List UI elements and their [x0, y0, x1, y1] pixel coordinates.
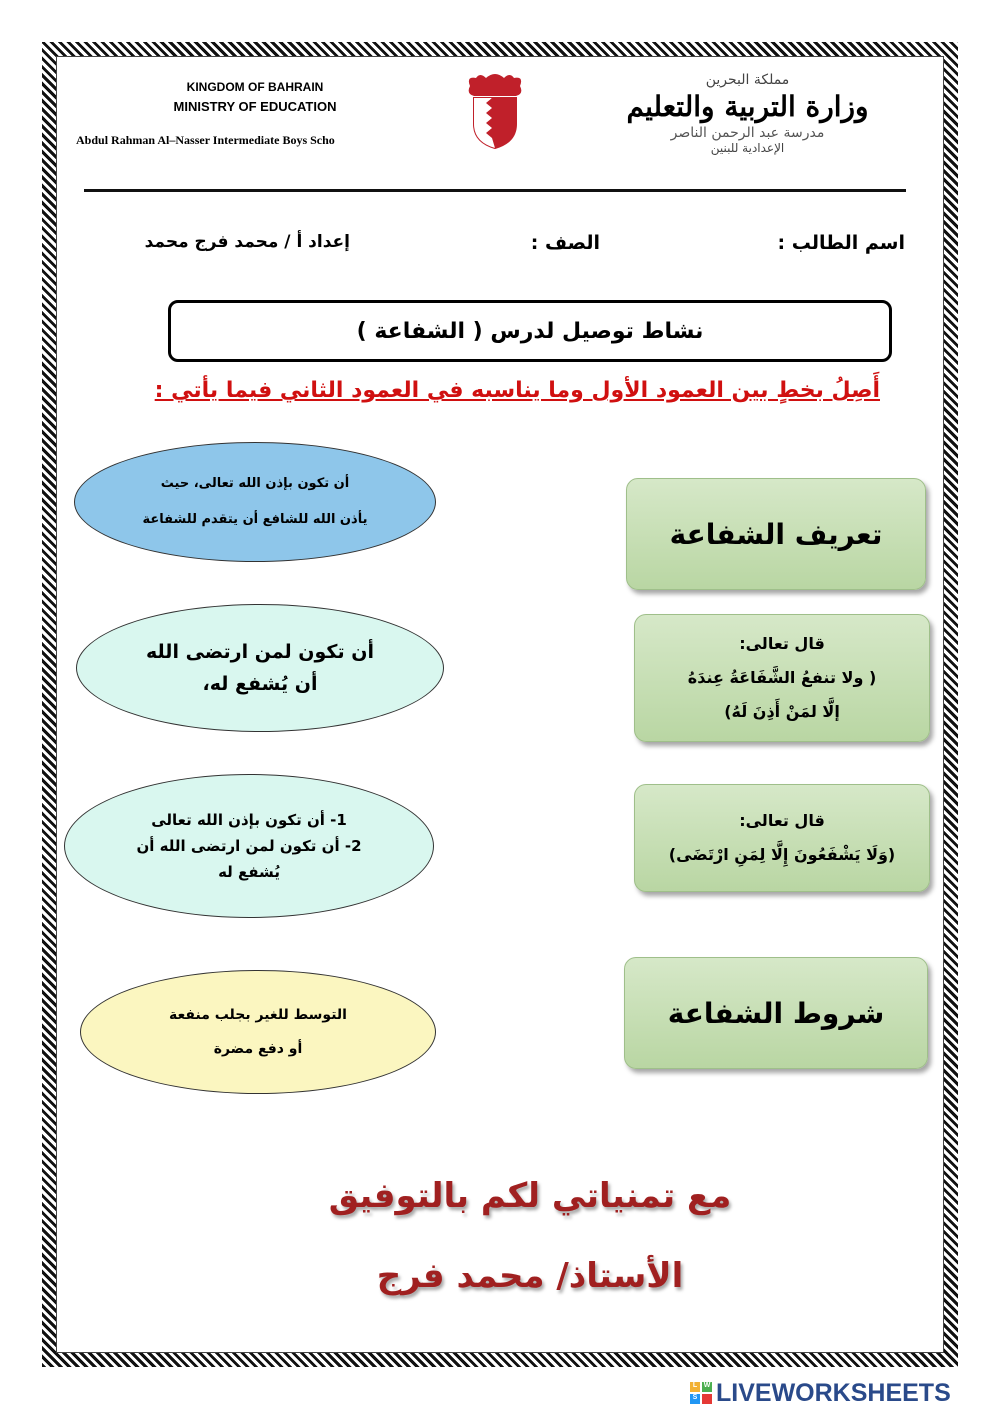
footer-wishes: مع تمنياتي لكم بالتوفيق: [328, 1176, 732, 1216]
kingdom-label: KINGDOM OF BAHRAIN: [186, 80, 324, 94]
school-name-english: Abdul Rahman Al–Nasser Intermediate Boys Scho: [76, 133, 335, 147]
oval-1-line2: يأذن الله للشافع أن يتقدم للشفاعة: [142, 512, 368, 527]
school-arabic-sub: الإعدادية للبنين: [710, 141, 785, 155]
header-english: [150, 80, 360, 114]
oval-3-line2: 2- أن تكون لمن ارتضى الله أن: [136, 837, 362, 855]
conditions-label: شروط الشفاعة: [667, 996, 885, 1030]
oval-1-line1: أن تكون بإذن الله تعالى، حيث: [160, 476, 350, 491]
oval-2-line2: أن يُشفع له،: [202, 673, 318, 695]
oval-3-line3: يُشفع له: [218, 863, 280, 881]
liveworksheets-watermark: [690, 1378, 990, 1408]
verse-1-intro: قال تعالى:: [739, 634, 825, 653]
bahrain-emblem-icon: [462, 72, 528, 150]
class-label: الصف :: [530, 232, 600, 254]
match-item-verse-1[interactable]: [634, 614, 930, 742]
liveworksheets-brand: LIVEWORKSHEETS: [716, 1378, 951, 1407]
header-divider: [84, 189, 906, 192]
instruction-text: أَصِلُ بخطٍ بين العمود الأول وما يناسبه في العمود الثاني فيما يأتي :: [154, 378, 880, 403]
verse-2-line1: (وَلَا يَشْفَعُونَ إِلَّا لِمَنِ ارْتَضَى): [668, 845, 896, 864]
oval-3-line1: 1- أن تكون بإذن الله تعالى: [151, 811, 347, 829]
match-item-verse-2[interactable]: [634, 784, 930, 892]
kingdom-arabic: مملكة البحرين: [705, 72, 790, 88]
match-item-definition[interactable]: [626, 478, 926, 590]
student-name-label: اسم الطالب :: [777, 232, 905, 254]
liveworksheets-logo-icon: L W S: [690, 1382, 712, 1404]
ministry-arabic: وزارة التربية والتعليم: [626, 90, 869, 123]
footer-teacher: الأستاذ/ محمد فرج: [376, 1256, 684, 1296]
ministry-label: MINISTRY OF EDUCATION: [173, 99, 337, 114]
match-answer-oval-3[interactable]: [64, 774, 434, 918]
header-arabic: [590, 72, 905, 155]
activity-title: نشاط توصيل لدرس ( الشفاعة ): [168, 300, 892, 362]
oval-4-line2: أو دفع مضرة: [213, 1041, 303, 1057]
verse-2-intro: قال تعالى:: [739, 811, 825, 830]
match-answer-oval-4[interactable]: [80, 970, 436, 1094]
match-item-conditions[interactable]: [624, 957, 928, 1069]
oval-2-line1: أن تكون لمن ارتضى الله: [146, 641, 374, 663]
match-answer-oval-1[interactable]: [74, 442, 436, 562]
verse-1-line1: ( ولا تنفعُ الشَّفَاعَةُ عِندَهُ: [687, 668, 877, 687]
oval-4-line1: التوسط للغير بجلب منفعة: [169, 1007, 347, 1023]
definition-label: تعريف الشفاعة: [669, 517, 883, 551]
author-label: إعداد أ / محمد فرج محمد: [144, 232, 350, 252]
match-answer-oval-2[interactable]: [76, 604, 444, 732]
verse-1-line2: إلَّا لمَنْ أَذِنَ لَهُ): [724, 702, 840, 721]
school-arabic: مدرسة عبد الرحمن الناصر: [670, 125, 825, 141]
